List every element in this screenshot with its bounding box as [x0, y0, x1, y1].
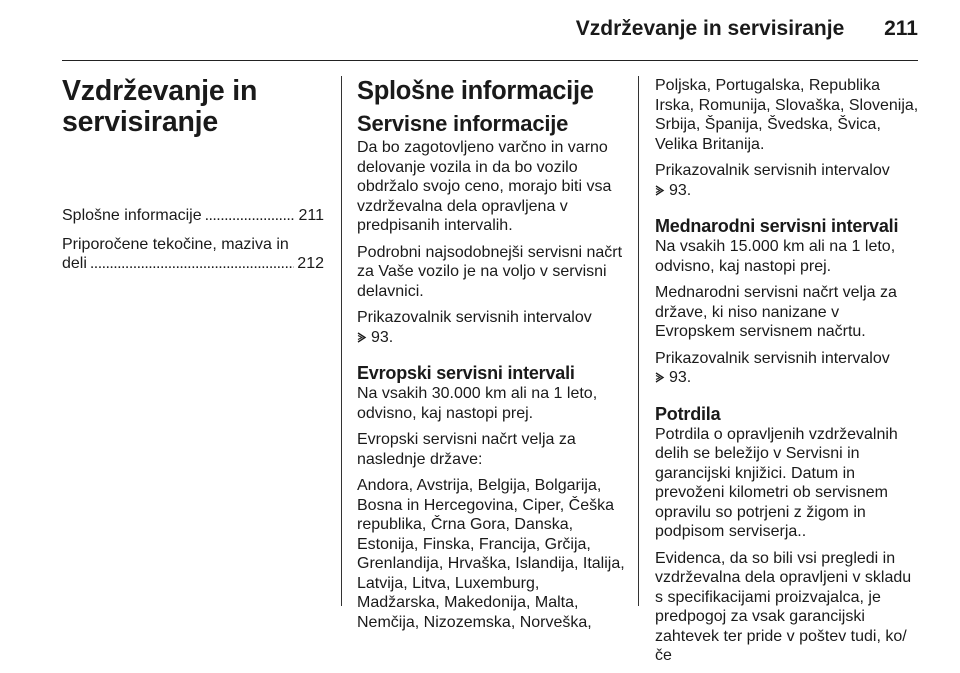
page-reference-link[interactable]: 93.	[669, 369, 692, 386]
country-list-continued: Poljska, Portugalska, Republika Irska, Romunija, Slovaška, Slovenija, Srbija, Španija, Švedska, Švica, Velika Britanija.	[655, 77, 919, 153]
column-divider-left	[341, 76, 342, 606]
toc-leader-dots	[90, 254, 294, 274]
paragraph-cross-reference	[357, 308, 625, 347]
chapter-title-line2: servisiranje	[62, 106, 219, 138]
paragraph-cross-reference	[655, 349, 923, 388]
page-reference-icon	[357, 332, 367, 343]
page-reference-icon	[655, 185, 665, 196]
toc-entry-label: Splošne informacije	[62, 207, 202, 224]
chapter-column	[62, 76, 324, 274]
toc-entry-label-line1: Priporočene tekočine, maziva in	[62, 235, 289, 253]
paragraph: Podrobni najsodobnejši servisni načrt za Vaše vozilo je na voljo v servisni delavnici.	[357, 243, 623, 300]
cross-reference-text: Prikazovalnik servisnih intervalov	[655, 349, 890, 367]
content-column-right	[655, 76, 923, 673]
paragraph: Potrdila o opravljenih vzdrževalnih delih se beležijo v Servisni in garancijski knjižici. Datum in prevoženi kilometri ob servisnem opravilu so potrjeni z žigom in podpisom serviserja..	[655, 425, 898, 540]
toc-entry-label-line2: deli	[62, 255, 87, 272]
paragraph: Mednarodni servisni načrt velja za države, ki niso nanizane v Evropskem servisnem načrtu.	[655, 284, 897, 340]
chapter-title-line1: Vzdrževanje in	[62, 75, 258, 107]
cross-reference-text: Prikazovalnik servisnih intervalov	[357, 309, 592, 326]
toc-entry-general-info[interactable]	[62, 206, 324, 226]
subsection-title-european: Evropski servisni intervali	[357, 363, 575, 383]
running-head-title: Vzdrževanje in servisiranje	[575, 17, 845, 40]
section-title: Splošne informacije	[357, 77, 594, 105]
page-reference-link[interactable]: 93.	[669, 181, 692, 199]
toc-leader-dots	[205, 206, 296, 226]
running-head	[576, 17, 918, 41]
column-divider-right	[638, 76, 639, 606]
toc-entry-fluids[interactable]	[62, 235, 324, 274]
page-reference-link[interactable]: 93.	[371, 328, 394, 346]
paragraph-cross-reference	[655, 161, 923, 200]
cross-reference-text: Prikazovalnik servisnih intervalov	[655, 162, 890, 179]
content-column-middle	[357, 76, 625, 639]
paragraph: Evidenca, da so bili vsi pregledi in vzdrževalna dela opravljeni v skladu s specifikacijami proizvajalca, je predpogoj za vsak garancijski zahtevek ter pride v poštev tudi, ko/če	[655, 549, 912, 664]
paragraph: Na vsakih 30.000 km ali na 1 leto, odvisno, kaj nastopi prej.	[357, 385, 598, 422]
subsection-title-international: Mednarodni servisni intervali	[655, 216, 899, 236]
chapter-title	[62, 76, 324, 138]
header-rule	[62, 60, 918, 61]
subsection-title-confirmations: Potrdila	[655, 403, 721, 424]
country-list: Andora, Avstrija, Belgija, Bolgarija, Bosna in Hercegovina, Ciper, Češka republika, Črna Gora, Danska, Estonija, Finska, Francija, Grčija, Grenlandija, Hrvaška, Islandija, Italija, Latvija, Litva, Luxemburg, Madžarska, Makedonija, Malta, Nemčija, Nizozemska, Norveška,	[357, 477, 625, 631]
toc-entry-page: 212	[297, 255, 324, 272]
toc-entry-page: 211	[298, 207, 324, 224]
paragraph: Da bo zagotovljeno varčno in varno delovanje vozila in da bo vozilo obdržalo svojo ceno, morajo biti vsa vzdrževalna dela opravljena v predpisanih intervalih.	[357, 139, 612, 234]
page-number: 211	[884, 17, 918, 40]
subsection-title-service-info: Servisne informacije	[357, 111, 569, 136]
page-reference-icon	[655, 372, 665, 383]
paragraph: Na vsakih 15.000 km ali na 1 leto, odvisno, kaj nastopi prej.	[655, 238, 896, 275]
paragraph: Evropski servisni načrt velja za naslednje države:	[357, 431, 576, 468]
